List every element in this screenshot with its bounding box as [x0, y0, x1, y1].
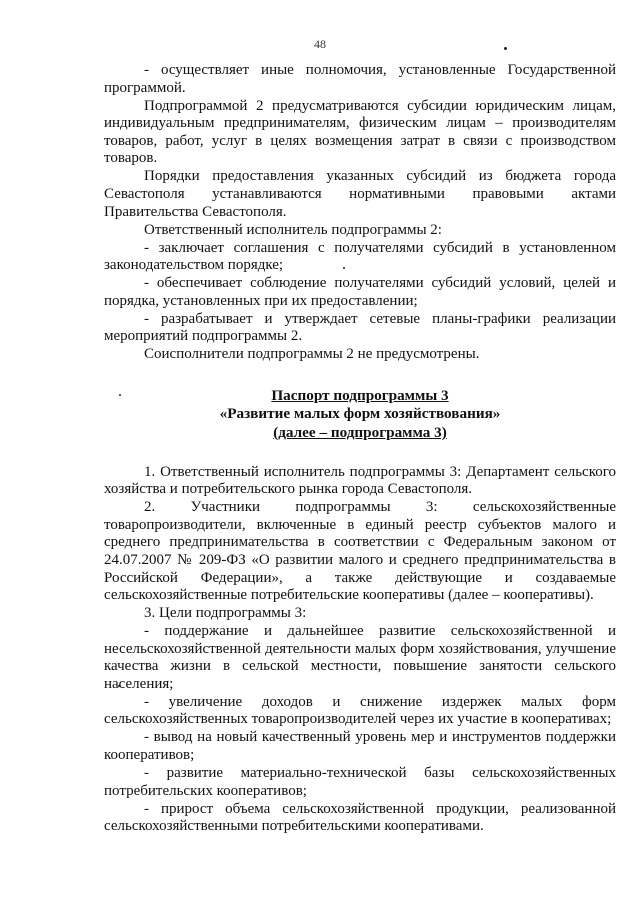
list-item: - прирост объема сельскохозяйственной продукции, реализованной сельскохозяйственными потребительскими кооперативами.: [104, 800, 616, 835]
list-item: - вывод на новый качественный уровень мер и инструментов поддержки кооперативов;: [104, 729, 616, 764]
scan-speck: [504, 47, 507, 50]
list-item: - разрабатывает и утверждает сетевые планы-графики реализации мероприятий подпрограммы 2.: [104, 310, 616, 345]
section-title-line: (далее – подпрограмма 3): [273, 424, 447, 442]
paragraph: Порядки предоставления указанных субсидий из бюджета города Севастополя устанавливаются нормативными правовыми актами Правительства Севастополя.: [104, 168, 616, 220]
list-item: - обеспечивает соблюдение получателями субсидий условий, целей и порядка, установленных при их предоставлении;: [104, 275, 616, 309]
paragraph: 3. Цели подпрограммы 3:: [144, 605, 307, 622]
list-item: - увеличение доходов и снижение издержек малых форм сельскохозяйственных товаропроизводителей через их участие в кооперативах;: [104, 693, 616, 728]
list-item: - поддержание и дальнейшее развитие сельскохозяйственной и несельскохозяйственной деятельности малых форм хозяйствования, улучшение качества жизни в сельской местности, повышение занятости сельского населения;: [104, 623, 616, 692]
section-title-line: Паспорт подпрограммы 3: [271, 386, 449, 404]
paragraph: - осуществляет иные полномочия, установленные Государственной программой.: [104, 62, 616, 96]
paragraph: 1. Ответственный исполнитель подпрограммы 3: Департамент сельского хозяйства и потребительского рынка города Севастополя.: [104, 463, 616, 498]
paragraph: Ответственный исполнитель подпрограммы 2:: [144, 221, 442, 238]
paragraph: 2. Участники подпрограммы 3: сельскохозяйственные товаропроизводители, включенные в единый реестр субъектов малого и среднего предпринимательства в соответствии с Федеральным законом от 24.07.2007 № 209-ФЗ «О развитии малого и среднего предпринимательства в Российской Федерации», а также действующие и создаваемые сельскохозяйственные потребительские кооперативы (далее – кооперативы).: [104, 499, 616, 604]
section-title: [104, 387, 616, 443]
list-item: - развитие материально-технической базы сельскохозяйственных потребительских кооперативов;: [104, 765, 616, 799]
list-item: - заключает соглашения с получателями субсидий в установленном законодательством порядке;: [104, 239, 616, 274]
paragraph: Подпрограммой 2 предусматриваются субсидии юридическим лицам, индивидуальным предпринимателям, физическим лицам – производителям товаров, работ, услуг в целях возмещения затрат в связи с производством товаров.: [104, 97, 616, 167]
document-body: [104, 62, 616, 836]
paragraph: Соисполнители подпрограммы 2 не предусмотрены.: [144, 346, 480, 363]
page-number: 48: [314, 37, 326, 51]
section-title-line: «Развитие малых форм хозяйствования»: [219, 405, 501, 423]
